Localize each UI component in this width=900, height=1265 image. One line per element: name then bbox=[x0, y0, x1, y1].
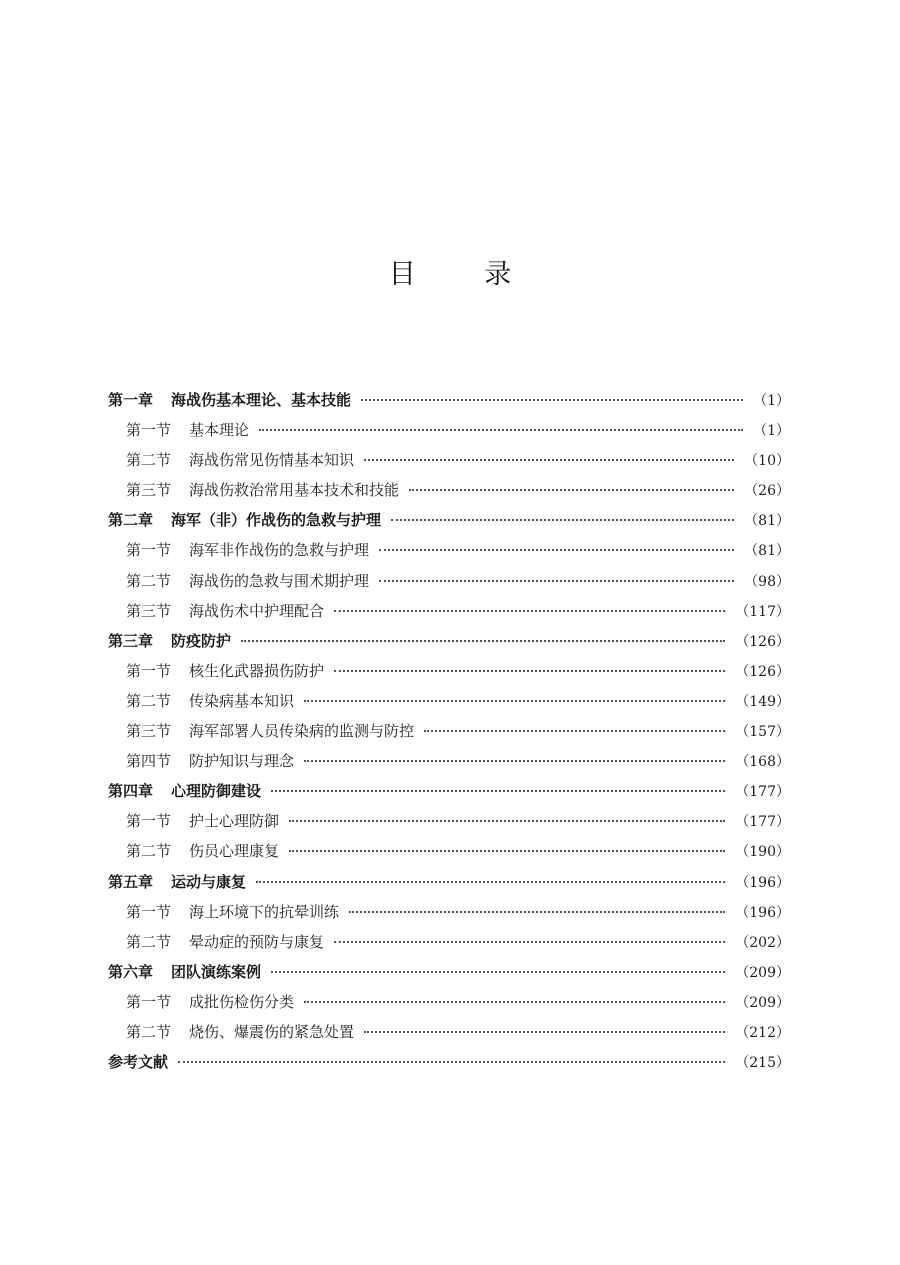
toc-section-row bbox=[108, 449, 790, 479]
toc-chapter-row bbox=[108, 961, 790, 991]
toc-entry-title: 伤员心理康复 bbox=[189, 842, 280, 861]
toc-entry-title: 成批伤检伤分类 bbox=[189, 992, 295, 1011]
toc-entry-number: 第三节 bbox=[126, 601, 172, 620]
toc-entry-label bbox=[126, 810, 279, 831]
toc-section-row bbox=[108, 991, 790, 1021]
toc-page-number: （177） bbox=[735, 814, 790, 831]
toc-entry-title: 海军（非）作战伤的急救与护理 bbox=[171, 511, 382, 530]
toc-entry-label bbox=[126, 1021, 354, 1042]
toc-page-number: （202） bbox=[735, 934, 790, 951]
toc-section-row bbox=[108, 750, 790, 780]
toc-entry-title: 核生化武器损伤防护 bbox=[189, 661, 325, 680]
dot-leader bbox=[271, 789, 725, 792]
toc-entry-title: 晕动症的预防与康复 bbox=[189, 932, 325, 951]
toc-entry-number: 第一节 bbox=[126, 992, 172, 1011]
toc-entry-label bbox=[108, 630, 231, 651]
dot-leader bbox=[304, 699, 725, 702]
toc-entry-label bbox=[108, 1051, 168, 1072]
toc-entry-title: 海战伤的急救与围术期护理 bbox=[189, 571, 370, 590]
toc-entry-number: 第四节 bbox=[126, 752, 172, 771]
toc-page-number: （98） bbox=[744, 573, 790, 590]
toc-page-number: （126） bbox=[735, 633, 790, 650]
dot-leader bbox=[289, 849, 725, 852]
dot-leader bbox=[289, 819, 725, 822]
toc-entry-number: 第二节 bbox=[126, 571, 172, 590]
toc-chapter-row bbox=[108, 630, 790, 660]
toc-entry-number: 第一节 bbox=[126, 421, 172, 440]
dot-leader bbox=[256, 880, 725, 883]
toc-entry-title: 基本理论 bbox=[189, 421, 250, 440]
dot-leader bbox=[424, 729, 725, 732]
toc-entry-number: 第六章 bbox=[108, 962, 154, 981]
dot-leader bbox=[334, 940, 725, 943]
dot-leader bbox=[241, 639, 725, 642]
toc-entry-label bbox=[126, 600, 324, 621]
dot-leader bbox=[334, 669, 725, 672]
toc-page-number: （196） bbox=[735, 904, 790, 921]
toc-section-row bbox=[108, 570, 790, 600]
toc-page-number: （209） bbox=[735, 994, 790, 1011]
toc-entry-label bbox=[126, 539, 369, 560]
toc-page-number: （212） bbox=[735, 1024, 790, 1041]
table-of-contents bbox=[108, 389, 790, 1081]
dot-leader bbox=[259, 428, 743, 431]
toc-entry-label bbox=[108, 871, 246, 892]
toc-entry-number: 第二节 bbox=[126, 1022, 172, 1041]
toc-entry-title: 海战伤救治常用基本技术和技能 bbox=[189, 481, 400, 500]
toc-page-number: （168） bbox=[735, 754, 790, 771]
toc-entry-label bbox=[126, 570, 369, 591]
toc-entry-number: 第二章 bbox=[108, 511, 154, 530]
toc-chapter-row bbox=[108, 780, 790, 810]
dot-leader bbox=[391, 518, 734, 521]
toc-page-number: （209） bbox=[735, 964, 790, 981]
toc-entry-label bbox=[126, 690, 294, 711]
toc-entry-number: 第二节 bbox=[126, 451, 172, 470]
toc-chapter-row bbox=[108, 871, 790, 901]
toc-chapter-row bbox=[108, 509, 790, 539]
dot-leader bbox=[409, 488, 734, 491]
dot-leader bbox=[178, 1060, 725, 1063]
toc-entry-label bbox=[126, 750, 294, 771]
toc-section-row bbox=[108, 479, 790, 509]
toc-section-row bbox=[108, 901, 790, 931]
toc-entry-title: 参考文献 bbox=[108, 1053, 169, 1072]
toc-entry-number: 第一节 bbox=[126, 812, 172, 831]
toc-entry-title: 团队演练案例 bbox=[171, 962, 262, 981]
toc-entry-number: 第三节 bbox=[126, 722, 172, 741]
toc-entry-number: 第三节 bbox=[126, 481, 172, 500]
toc-entry-label bbox=[126, 660, 324, 681]
dot-leader bbox=[379, 579, 734, 582]
toc-entry-label bbox=[126, 901, 339, 922]
toc-entry-number: 第一节 bbox=[126, 661, 172, 680]
toc-page-number: （117） bbox=[735, 603, 790, 620]
toc-entry-title: 海上环境下的抗晕训练 bbox=[189, 902, 340, 921]
toc-chapter-row bbox=[108, 389, 790, 419]
toc-entry-number: 第二节 bbox=[126, 842, 172, 861]
dot-leader bbox=[349, 910, 725, 913]
toc-entry-title: 烧伤、爆震伤的紧急处置 bbox=[189, 1022, 355, 1041]
toc-entry-title: 传染病基本知识 bbox=[189, 691, 295, 710]
toc-entry-label bbox=[126, 991, 294, 1012]
toc-page-number: （81） bbox=[744, 543, 790, 560]
toc-page-number: （126） bbox=[735, 663, 790, 680]
dot-leader bbox=[361, 398, 743, 401]
toc-page-number: （26） bbox=[744, 483, 790, 500]
toc-entry-number: 第一章 bbox=[108, 391, 154, 409]
toc-page-number: （157） bbox=[735, 724, 790, 741]
toc-page-number: （177） bbox=[735, 784, 790, 801]
toc-entry-label bbox=[126, 720, 414, 741]
toc-entry-title: 海战伤术中护理配合 bbox=[189, 601, 325, 620]
dot-leader bbox=[334, 609, 725, 612]
toc-section-row bbox=[108, 419, 790, 449]
dot-leader bbox=[364, 458, 734, 461]
toc-entry-title: 海战伤基本理论、基本技能 bbox=[171, 391, 352, 409]
page-title: 目 录 bbox=[388, 259, 542, 290]
toc-page-number: （149） bbox=[735, 693, 790, 710]
toc-section-row bbox=[108, 539, 790, 569]
toc-page-number: （1） bbox=[753, 393, 790, 409]
toc-entry-label bbox=[126, 840, 279, 861]
toc-entry-title: 防护知识与理念 bbox=[189, 752, 295, 771]
toc-section-row bbox=[108, 810, 790, 840]
toc-entry-title: 心理防御建设 bbox=[171, 782, 262, 801]
toc-entry-title: 护士心理防御 bbox=[189, 812, 280, 831]
toc-entry-number: 第五章 bbox=[108, 872, 154, 891]
toc-page-number: （10） bbox=[744, 453, 790, 470]
toc-section-row bbox=[108, 690, 790, 720]
toc-entry-label bbox=[126, 449, 354, 470]
toc-page-number: （1） bbox=[753, 423, 790, 440]
toc-entry-number: 第一节 bbox=[126, 541, 172, 560]
toc-entry-number: 第三章 bbox=[108, 631, 154, 650]
toc-section-row bbox=[108, 931, 790, 961]
toc-page-number: （196） bbox=[735, 874, 790, 891]
toc-entry-title: 海战伤常见伤情基本知识 bbox=[189, 451, 355, 470]
toc-entry-label bbox=[126, 419, 249, 440]
toc-entry-label bbox=[108, 509, 381, 530]
toc-entry-number: 第二节 bbox=[126, 932, 172, 951]
toc-page-number: （81） bbox=[744, 513, 790, 530]
toc-entry-label bbox=[108, 780, 261, 801]
toc-entry-title: 海军非作战伤的急救与护理 bbox=[189, 541, 370, 560]
toc-entry-title: 海军部署人员传染病的监测与防控 bbox=[189, 722, 415, 741]
toc-entry-label bbox=[126, 479, 399, 500]
toc-page-number: （190） bbox=[735, 844, 790, 861]
dot-leader bbox=[304, 1000, 725, 1003]
toc-section-row bbox=[108, 720, 790, 750]
toc-section-row bbox=[108, 840, 790, 870]
toc-entry-title: 运动与康复 bbox=[171, 872, 247, 891]
toc-chapter-row bbox=[108, 1051, 790, 1081]
toc-entry-label bbox=[108, 961, 261, 982]
dot-leader bbox=[379, 548, 734, 551]
toc-entry-number: 第一节 bbox=[126, 902, 172, 921]
dot-leader bbox=[364, 1030, 725, 1033]
toc-section-row bbox=[108, 600, 790, 630]
dot-leader bbox=[304, 759, 725, 762]
toc-entry-number: 第二节 bbox=[126, 691, 172, 710]
toc-entry-number: 第四章 bbox=[108, 782, 154, 801]
toc-entry-label bbox=[108, 389, 351, 410]
toc-entry-title: 防疫防护 bbox=[171, 631, 232, 650]
toc-page-number: （215） bbox=[735, 1055, 790, 1072]
dot-leader bbox=[271, 970, 725, 973]
toc-section-row bbox=[108, 660, 790, 690]
toc-entry-label bbox=[126, 931, 324, 952]
toc-section-row bbox=[108, 1021, 790, 1051]
